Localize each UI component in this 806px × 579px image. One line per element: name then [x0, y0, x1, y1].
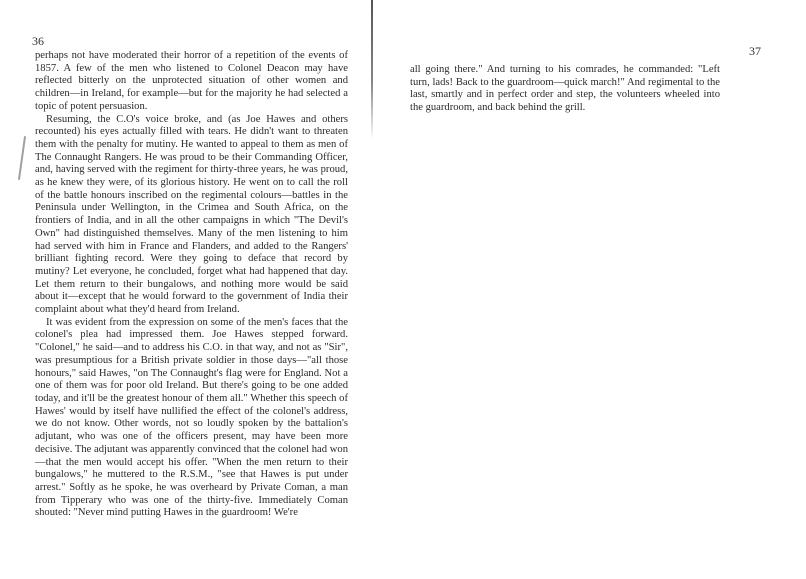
right-page-text: [410, 64, 720, 115]
right-page-number: 37: [749, 44, 761, 58]
margin-pen-mark: [18, 136, 26, 180]
left-page-number: 36: [32, 34, 44, 48]
left-paragraph-2: Resuming, the C.O's voice broke, and (as Joe Hawes and others recounted) his eyes actually filled with tears. He didn't want to threaten them with the penalty for mutiny. He wanted to appeal to them as men of The Connaught Rangers. He was proud to be their Commanding Officer, and, having served with the regiment for thirty-three years, he was proud, as he knew they were, of its glorious history. He went on to call the roll of the battle honours inscribed on the regimental colours—battles in the Peninsula under Wellington, in the Crimea and South Africa, on the frontiers of India, and in all the other campaigns in which "The Devil's Own" had distinguished themselves. Many of the men listening to him had served with him in France and Flanders, and added to the Rangers' brilliant fighting record. Were they going to deface that record by mutiny? Let everyone, he concluded, forget what had happened that day. Let them return to their bungalows, and nothing more would be said about it—except that he would forward to the government of India their complaint about what they'd heard from Ireland.: [35, 113, 348, 316]
left-paragraph-3: It was evident from the expression on some of the men's faces that the colonel's plea had impressed them. Joe Hawes stepped forward. "Colonel," he said—and to address his C.O. in that way, and not as "Sir", was presumptious for a British private soldier in those days—"all those honours," said Hawes, "on The Connaught's flag were for England. Not a one of them was for poor old Ireland. But there's going to be one added today, and it'll be the greatest honour of them all." Whether this speech of Hawes' would by itself have nullified the effect of the colonel's address, we do not know. Other words, not so loudly spoken by the battalion's adjutant, who was one of the officers present, may have been more decisive. The adjutant was apparently convinced that the colonel had won—that the men would accept his offer. "When the men return to their bungalows," he muttered to the R.S.M., "see that Hawes is put under arrest." Softly as he spoke, he was overheard by Private Coman, a man from Tipperary who was one of the thirty-five. Immediately Coman shouted: "Never mind putting Hawes in the guardroom! We're: [35, 316, 348, 519]
book-gutter: [371, 0, 373, 140]
right-paragraph-1: all going there." And turning to his comrades, he commanded: "Left turn, lads! Back to the guardroom—quick march!" And regimental to the last, smartly and in perfect order and step, the volunteers wheeled into the guardroom, and back behind the grill.: [410, 64, 720, 114]
left-paragraph-1: perhaps not have moderated their horror of a repetition of the events of 1857. A few of the men who listened to Colonel Deacon may have reflected bitterly on the unprotected situation of other women and children—in Ireland, for example—but for the majority he had selected a topic of potent persuasion.: [35, 50, 348, 112]
left-page-text: [35, 50, 348, 520]
